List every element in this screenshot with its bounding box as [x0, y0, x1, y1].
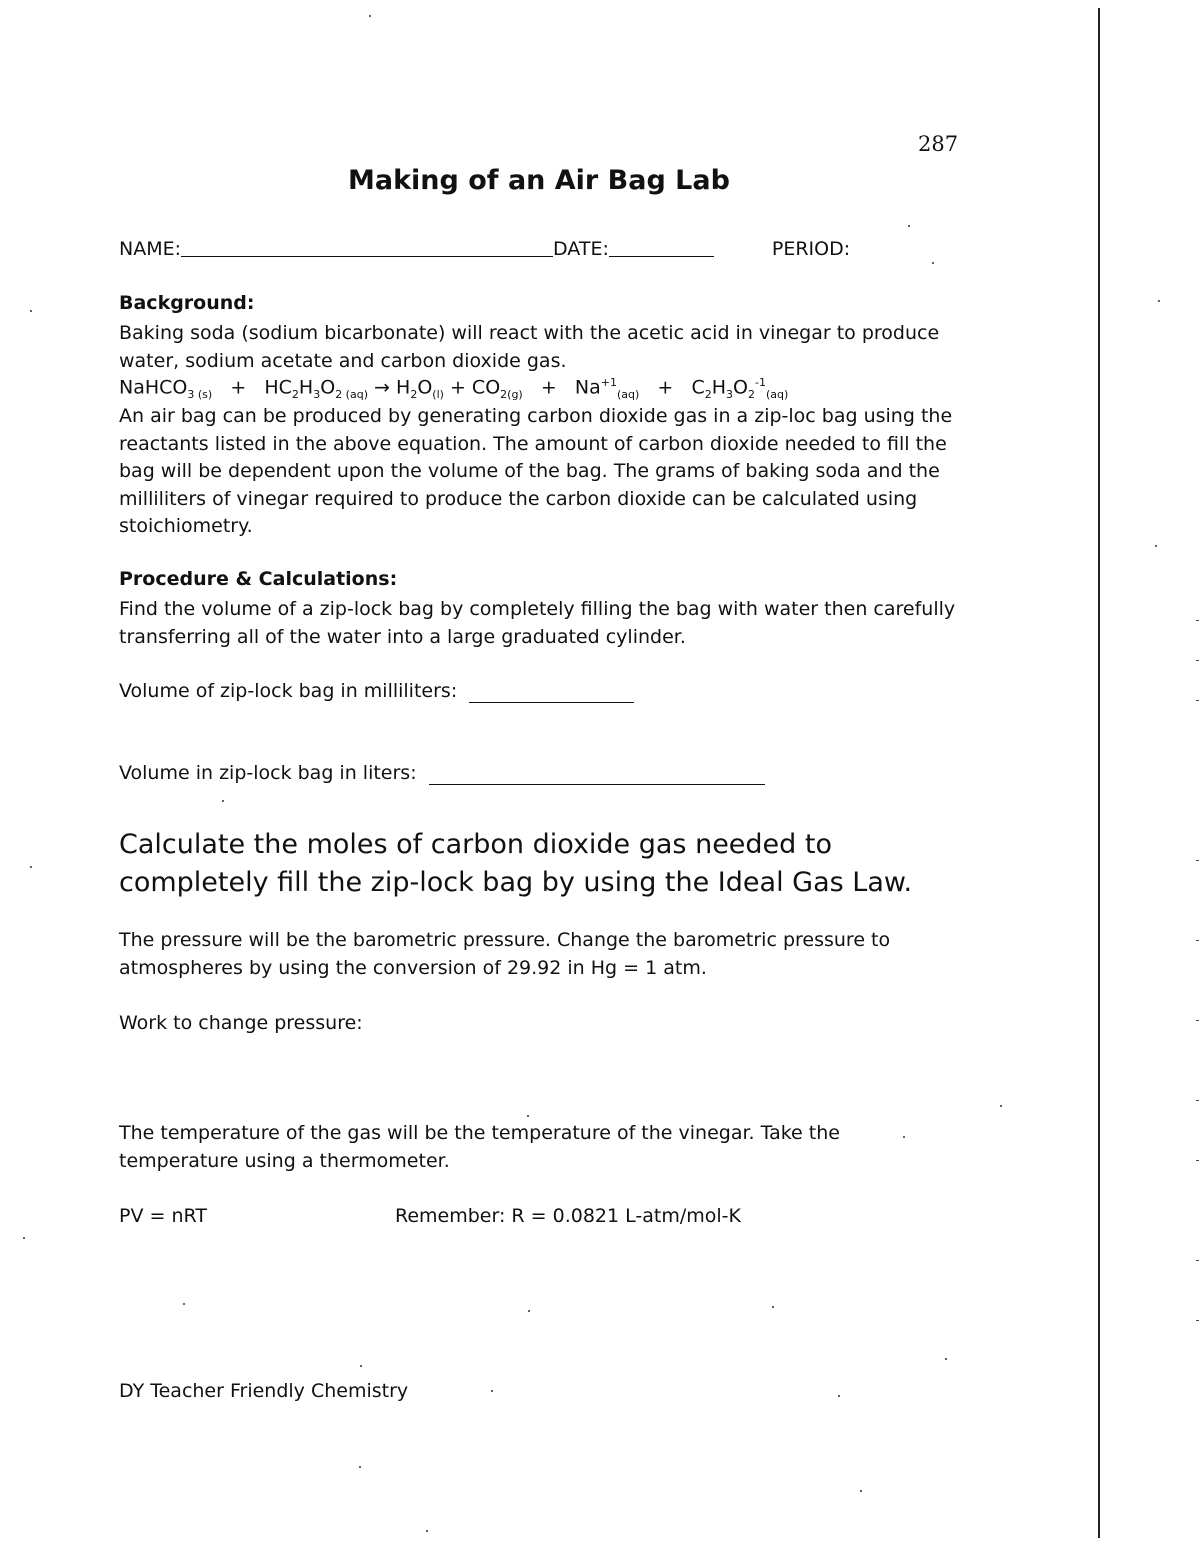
temperature-instructions: The temperature of the gas will be the temperature of the vinegar. Take the temperature using a thermometer. [119, 1122, 840, 1172]
scan-speck [860, 1490, 862, 1492]
scan-speck [932, 262, 934, 264]
ideal-gas-formula: PV = nRT [119, 1205, 207, 1227]
procedure-text: Find the volume of a zip-lock bag by completely filling the bag with water then carefully transferring all of the water into a large graduated cylinder. [119, 598, 956, 648]
scan-speck [491, 1390, 493, 1392]
student-info-fields [119, 238, 850, 260]
page-title: Making of an Air Bag Lab [348, 165, 730, 196]
binding-tick [1196, 860, 1199, 861]
volume-ml-row [119, 678, 634, 706]
binding-tick [1196, 660, 1199, 661]
scan-speck [527, 1115, 529, 1117]
scan-speck [838, 1395, 840, 1397]
binding-tick [1196, 1020, 1199, 1021]
pressure-work-label: Work to change pressure: [119, 1012, 363, 1034]
scan-speck [360, 1365, 362, 1367]
volume-ml-label: Volume of zip-lock bag in milliliters: [119, 680, 458, 702]
gas-constant-note: Remember: R = 0.0821 L-atm/mol-K [395, 1205, 741, 1227]
footer-credit: DY Teacher Friendly Chemistry [119, 1380, 409, 1402]
binding-tick [1196, 1320, 1199, 1321]
scan-speck [222, 800, 224, 802]
background-explanation: An air bag can be produced by generating carbon dioxide gas in a zip-loc bag using the reactants listed in the above equation. The amount of carbon dioxide needed to fill the bag will be dependent upon the volume of the bag. The grams of baking soda and the milliliters of vinegar required to produce the carbon dioxide can be calculated using stoichiometry. [119, 405, 953, 537]
binding-tick [1196, 1260, 1199, 1261]
scan-speck [528, 1310, 530, 1312]
background-heading: Background: [119, 292, 255, 314]
binding-tick [1196, 620, 1199, 621]
scan-speck [426, 1530, 428, 1532]
volume-l-label: Volume in zip-lock bag in liters: [119, 762, 417, 784]
chemical-equation: NaHCO$_{3 (s)}$ + $HC_2H_3O_{2 (aq)} \to H_2O_{(l)} + CO_{2(g)}$ + $Na^{+1}_{(aq)}$ + $C_2H_3O_2^{-1}_{(aq)}$ [119, 376, 789, 402]
scan-speck [23, 1237, 25, 1239]
procedure-heading: Procedure & Calculations: [119, 568, 398, 590]
calculate-heading: Calculate the moles of carbon dioxide gas needed to completely fill the zip-lock bag by using the Ideal Gas Law. [119, 829, 913, 898]
volume-l-row [119, 760, 765, 788]
volume-ml-blank[interactable] [469, 684, 634, 703]
scan-speck [1155, 545, 1157, 547]
scan-speck [1158, 300, 1160, 302]
background-intro: Baking soda (sodium bicarbonate) will react with the acetic acid in vinegar to produce water, sodium acetate and carbon dioxide gas. [119, 322, 940, 372]
date-blank[interactable] [609, 238, 714, 257]
scan-speck [30, 866, 32, 868]
arrow-icon: → [374, 376, 390, 399]
volume-l-blank[interactable] [429, 766, 765, 785]
scan-speck [369, 15, 371, 17]
scan-speck [945, 1358, 947, 1360]
date-label: DATE: [553, 238, 609, 260]
scan-speck [359, 1466, 361, 1468]
scan-speck [903, 1136, 905, 1138]
page-edge-line [1098, 8, 1100, 1538]
name-label: NAME: [119, 238, 182, 260]
binding-tick [1196, 1100, 1199, 1101]
period-label: PERIOD: [771, 238, 851, 260]
pressure-instructions: The pressure will be the barometric pressure. Change the barometric pressure to atmospheres by using the conversion of 29.92 in Hg = 1 atm. [119, 929, 891, 979]
scan-speck [183, 1303, 185, 1305]
scan-speck [1000, 1105, 1002, 1107]
binding-tick [1196, 940, 1199, 941]
binding-tick [1196, 700, 1199, 701]
scan-speck [30, 310, 32, 312]
scan-speck [908, 225, 910, 227]
page-number: 287 [918, 132, 959, 156]
scan-speck [772, 1306, 774, 1308]
binding-tick [1196, 1160, 1199, 1161]
name-blank[interactable] [181, 238, 553, 257]
